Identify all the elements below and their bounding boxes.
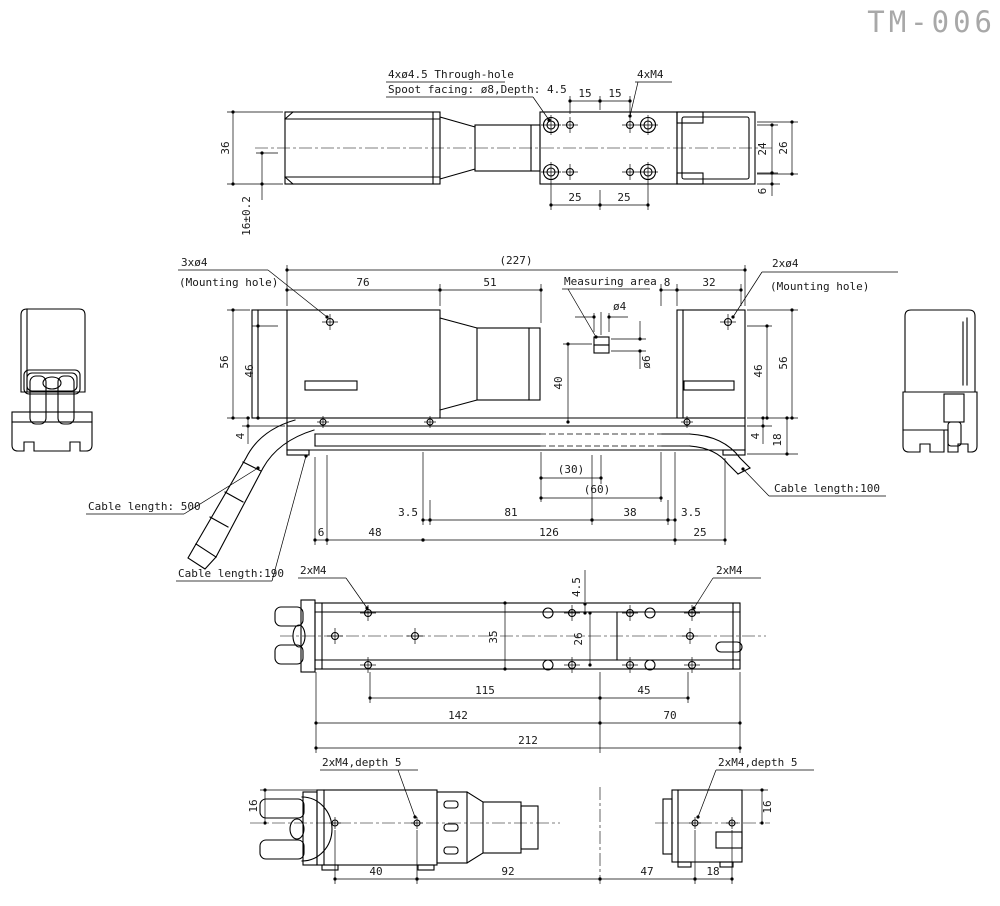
right-end-view-shape bbox=[948, 422, 961, 446]
dim-24-label: 24 bbox=[756, 142, 769, 156]
through-hole bbox=[541, 162, 561, 182]
dim-right-4-label: 4 bbox=[749, 432, 762, 440]
dim-227-label: (227) bbox=[499, 254, 533, 267]
dim-60p-label: (60) bbox=[583, 483, 611, 496]
note-4xm4: 4xM4 bbox=[637, 68, 664, 81]
front-view-shape bbox=[684, 381, 734, 390]
bottom-view-shape bbox=[645, 608, 655, 618]
m4-hole bbox=[622, 657, 638, 673]
dim-25-left-label: 25 bbox=[568, 191, 582, 204]
dim-25-right-label: 25 bbox=[617, 191, 631, 204]
detail-views bbox=[247, 756, 814, 884]
m4-tapped-hole bbox=[689, 817, 701, 829]
detail-views-shape bbox=[467, 792, 483, 802]
note-3xphi4: 3xø4 bbox=[181, 256, 208, 269]
m4-hole bbox=[564, 605, 580, 621]
cable-connector bbox=[275, 607, 303, 626]
note-2xm4-depth-left: 2xM4,depth 5 bbox=[322, 756, 402, 769]
dim-92-label: 92 bbox=[501, 865, 515, 878]
through-hole bbox=[541, 115, 561, 135]
dim-45-label: 45 bbox=[637, 684, 651, 697]
detail-views-shape bbox=[444, 801, 458, 808]
cable-bottom-shape bbox=[690, 434, 750, 468]
detail-views-shape bbox=[678, 862, 691, 867]
right-end-foot bbox=[903, 392, 977, 452]
cable-left-shape bbox=[216, 430, 314, 557]
bottom-slot bbox=[716, 642, 742, 652]
bottom-view bbox=[275, 564, 766, 753]
dim-25b-label: 25 bbox=[693, 526, 707, 539]
m4-hole bbox=[327, 628, 343, 644]
m4-hole bbox=[360, 657, 376, 673]
leader-2xm4-depth-right bbox=[698, 770, 716, 817]
detail-views-shape bbox=[322, 865, 338, 870]
right-end-block bbox=[944, 394, 964, 422]
mounting-hole bbox=[322, 314, 338, 330]
note-through-hole: 4xø4.5 Through-hole bbox=[388, 68, 514, 81]
dim-76-label: 76 bbox=[356, 276, 370, 289]
top-view-shape bbox=[285, 177, 293, 184]
top-view-shape bbox=[440, 117, 475, 127]
dim-right-56-label: 56 bbox=[777, 356, 790, 370]
front-view-shape bbox=[287, 450, 309, 455]
dim-8-label: 8 bbox=[663, 276, 671, 289]
cable-left-shape bbox=[210, 517, 228, 527]
m4-tapped-hole bbox=[411, 817, 423, 829]
dim-26-label: 26 bbox=[777, 141, 790, 155]
dim-70-label: 70 bbox=[663, 709, 677, 722]
top-view-shape bbox=[285, 112, 293, 119]
right-end-body bbox=[905, 310, 975, 392]
leader-cable-100 bbox=[743, 469, 769, 496]
dim-18b-label: 18 bbox=[706, 865, 720, 878]
dim-48-label: 48 bbox=[368, 526, 382, 539]
m4-hole bbox=[622, 605, 638, 621]
note-2xphi4: 2xø4 bbox=[772, 257, 799, 270]
cable-connector bbox=[275, 645, 303, 664]
dim-16tol-label: 16±0.2 bbox=[240, 196, 253, 236]
top-view-shape bbox=[682, 117, 749, 179]
leader-cable-500 bbox=[184, 468, 258, 514]
dim-left-4-label: 4 bbox=[234, 432, 247, 440]
dim-142-label: 142 bbox=[448, 709, 468, 722]
dim-16-right-label: 16 bbox=[761, 800, 774, 814]
measuring-target bbox=[594, 345, 609, 353]
detail-views-shape bbox=[437, 792, 467, 863]
front-view bbox=[86, 254, 898, 581]
cable-left-shape bbox=[225, 492, 243, 502]
note-cable-100: Cable length:100 bbox=[774, 482, 880, 495]
dim-38-label: 38 bbox=[623, 506, 637, 519]
detail-views-shape bbox=[521, 806, 538, 849]
dim-115-label: 115 bbox=[475, 684, 495, 697]
detail-views-shape bbox=[290, 819, 304, 839]
dim-6b-label: 6 bbox=[317, 526, 325, 539]
dim-32-label: 32 bbox=[702, 276, 716, 289]
front-view-shape bbox=[440, 318, 477, 328]
dim-15-left-label: 15 bbox=[578, 87, 592, 100]
dim-126-label: 126 bbox=[539, 526, 559, 539]
dim-26b-label: 26 bbox=[572, 632, 585, 646]
top-view-shape bbox=[440, 169, 475, 179]
left-end-foot bbox=[12, 422, 92, 451]
note-2xm4-left: 2xM4 bbox=[300, 564, 327, 577]
cable-bottom bbox=[315, 434, 750, 474]
dim-81-label: 81 bbox=[504, 506, 518, 519]
cable-connector bbox=[260, 840, 304, 859]
detail-views-shape bbox=[418, 865, 434, 870]
note-cable-190: Cable length:190 bbox=[178, 567, 284, 580]
dim-40-label: 40 bbox=[552, 376, 565, 390]
dim-right-46-label: 46 bbox=[752, 364, 765, 378]
front-view-shape bbox=[305, 381, 357, 390]
cable-bottom-shape bbox=[738, 468, 750, 474]
front-right-block bbox=[677, 310, 745, 418]
left-end-view bbox=[12, 309, 92, 451]
dim-30p-label: (30) bbox=[557, 463, 585, 476]
dim-36-label: 36 bbox=[219, 141, 232, 155]
top-view bbox=[219, 68, 798, 236]
dim-phi6-label: ø6 bbox=[640, 355, 653, 369]
leader-measuring-area bbox=[568, 289, 596, 337]
dim-left-56-label: 56 bbox=[218, 355, 231, 369]
leader-cable-190 bbox=[272, 456, 306, 581]
dim-35-label: 35 bbox=[487, 630, 500, 644]
m4-hole bbox=[622, 117, 638, 133]
front-left-body bbox=[252, 310, 440, 418]
cable-connector bbox=[30, 376, 46, 424]
dim-right-18-label: 18 bbox=[771, 433, 784, 447]
leader-through-hole bbox=[533, 97, 549, 120]
dim-phi4-label: ø4 bbox=[613, 300, 627, 313]
m4-hole bbox=[562, 164, 578, 180]
m4-hole bbox=[407, 628, 423, 644]
cable-left-shape bbox=[243, 462, 261, 471]
note-spot-facing: Spoot facing: ø8,Depth: 4.5 bbox=[388, 83, 567, 96]
measuring-target bbox=[594, 337, 609, 345]
detail-views-shape bbox=[444, 824, 458, 831]
front-view-shape bbox=[440, 400, 477, 410]
dim-51-label: 51 bbox=[483, 276, 497, 289]
left-end-view-shape bbox=[24, 370, 80, 394]
through-hole bbox=[638, 162, 658, 182]
note-3xphi4-sub: (Mounting hole) bbox=[179, 276, 279, 289]
drawing-title: TM-006 bbox=[867, 5, 996, 39]
note-2xphi4-sub: (Mounting hole) bbox=[770, 280, 870, 293]
m4-hole bbox=[682, 628, 698, 644]
m4-hole bbox=[562, 117, 578, 133]
m4-hole bbox=[360, 605, 376, 621]
m4-hole bbox=[684, 605, 700, 621]
detail-views-shape bbox=[467, 853, 483, 863]
cable-left bbox=[188, 420, 314, 569]
dim-47-label: 47 bbox=[640, 865, 654, 878]
detail-views-shape bbox=[444, 847, 458, 854]
dim-4p5-label: 4.5 bbox=[570, 577, 583, 597]
front-sensor-cylinder bbox=[477, 328, 540, 400]
dim-16-left-label: 16 bbox=[247, 799, 260, 813]
detail-views-shape bbox=[303, 792, 317, 865]
dim-15-right-label: 15 bbox=[608, 87, 622, 100]
bottom-view-shape bbox=[543, 608, 553, 618]
dim-left-46-label: 46 bbox=[243, 364, 256, 378]
dim-3p5-left-label: 3.5 bbox=[398, 506, 418, 519]
right-end-view bbox=[903, 310, 977, 452]
m4-tapped-hole bbox=[726, 817, 738, 829]
dim-6-label: 6 bbox=[756, 187, 769, 195]
cable-connector bbox=[58, 376, 74, 424]
dim-3p5-right-label: 3.5 bbox=[681, 506, 701, 519]
m4-hole bbox=[622, 164, 638, 180]
cable-connector bbox=[260, 799, 304, 818]
m4-hole bbox=[564, 657, 580, 673]
note-2xm4-depth-right: 2xM4,depth 5 bbox=[718, 756, 798, 769]
note-measuring-area: Measuring area bbox=[564, 275, 657, 288]
note-2xm4-right: 2xM4 bbox=[716, 564, 743, 577]
leader-4xm4 bbox=[630, 82, 638, 116]
detail-views-shape bbox=[663, 799, 672, 854]
dim-40b-label: 40 bbox=[369, 865, 383, 878]
through-hole bbox=[638, 115, 658, 135]
m4-hole bbox=[684, 657, 700, 673]
detail-sensor-cylinder bbox=[483, 802, 521, 853]
cable-left-shape bbox=[196, 544, 216, 557]
detail-views-shape bbox=[716, 832, 742, 848]
leader-2xm4-depth-left bbox=[398, 770, 415, 817]
left-end-view-shape bbox=[12, 412, 92, 422]
dim-212-label: 212 bbox=[518, 734, 538, 747]
note-cable-500: Cable length: 500 bbox=[88, 500, 201, 513]
detail-views-shape bbox=[720, 862, 733, 867]
